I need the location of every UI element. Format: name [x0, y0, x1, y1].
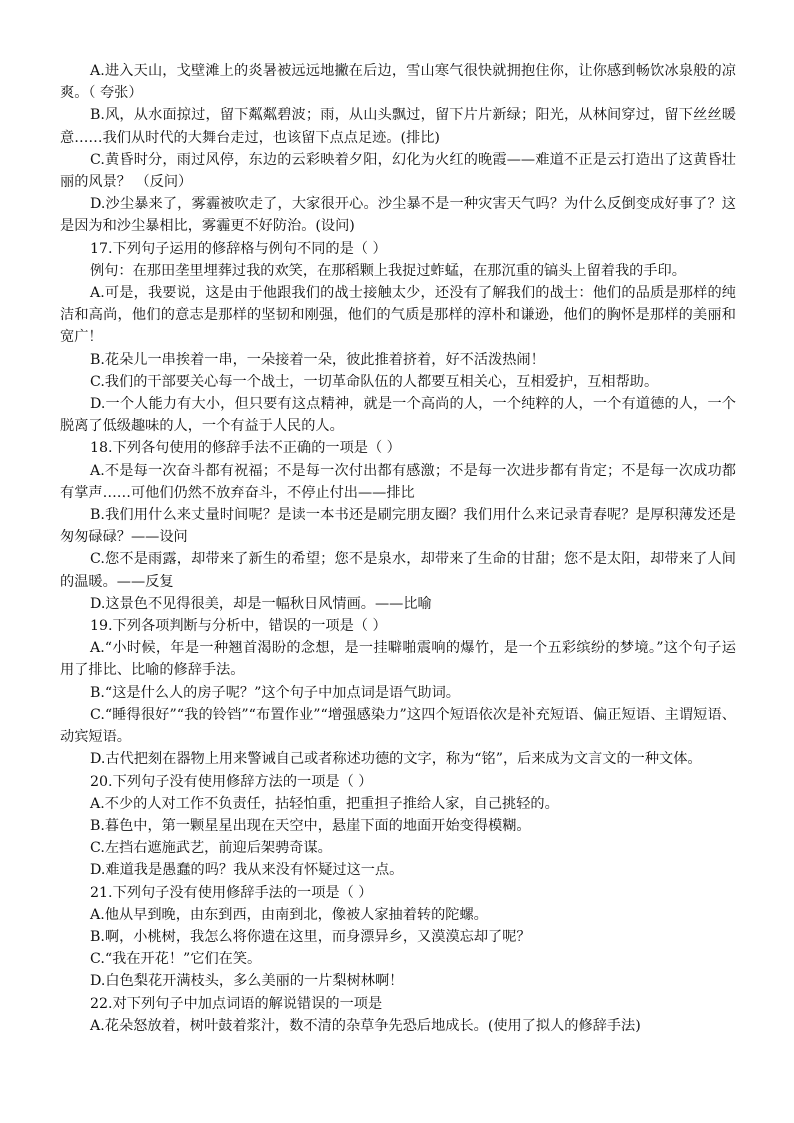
question-18-option-b: B.我们用什么来丈量时间呢？是读一本书还是刷完朋友圈？我们用什么来记录青春呢？是厚积薄发还是匆匆碌碌？——设问 [60, 507, 736, 546]
question-20-option-c: C.左挡右遮施武艺，前迎后架骋奇谋。 [90, 840, 332, 857]
question-17: 17.下列句子运用的修辞格与例句不同的是（ ） [90, 240, 387, 257]
question-22: 22.对下列句子中加点词语的解说错误的一项是 [90, 995, 383, 1012]
question-21-option-c: C.“我在开花！”它们在笑。 [90, 951, 262, 968]
question-20-option-b: B.暮色中，第一颗星星出现在天空中，悬崖下面的地面开始变得模糊。 [90, 817, 531, 834]
question-21: 21.下列句子没有使用修辞手法的一项是（ ） [90, 884, 373, 901]
option-a-tianshan: A.进入天山，戈壁滩上的炎暑被远远地撇在后边，雪山寒气很快就拥抱住你，让你感到畅饮冰泉般的凉爽。（ 夸张） [60, 63, 736, 102]
question-21-option-b: B.啊，小桃树，我怎么将你遗在这里，而身漂异乡，又漠漠忘却了呢？ [90, 928, 531, 945]
question-20-option-a: A.不少的人对工作不负责任，拈轻怕重，把重担子推给人家，自己挑轻的。 [90, 795, 559, 812]
question-18-option-c: C.您不是雨露，却带来了新生的希望；您不是泉水，却带来了生命的甘甜；您不是太阳，却带来了人间的温暖。——反复 [60, 551, 736, 590]
question-21-option-a: A.他从早到晚，由东到西，由南到北，像被人家抽着转的陀螺。 [90, 906, 488, 923]
question-17-option-d: D.一个人能力有大小，但只要有这点精神，就是一个高尚的人，一个纯粹的人，一个有道德的人，一个脱离了低级趣味的人，一个有益于人民的人。 [60, 396, 736, 435]
question-18-option-d: D.这景色不见得很美，却是一幅秋日风情画。——比喻 [90, 595, 432, 612]
question-18-option-a: A.不是每一次奋斗都有祝福；不是每一次付出都有感激；不是每一次进步都有肯定；不是每一次成功都有掌声……可他们仍然不放弃奋斗，不停止付出——排比 [60, 462, 736, 501]
question-19-option-c: C.“睡得很好”“我的铃铛”“布置作业”“增强感染力”这四个短语依次是补充短语、偏正短语、主谓短语、动宾短语。 [60, 706, 736, 746]
question-19-option-a: A.“小时候，年是一种翘首渴盼的念想，是一挂噼啪震响的爆竹，是一个五彩缤纷的梦境。”这个句子运用了排比、比喻的修辞手法。 [60, 640, 736, 679]
question-17-option-b: B.花朵儿一串挨着一串，一朵接着一朵，彼此推着挤着，好不活泼热闹！ [90, 351, 545, 368]
option-c-dusk-clouds: C.黄昏时分，雨过风停，东边的云彩映着夕阳，幻化为火红的晚霞——难道不正是云打造出了这黄昏壮丽的风景？ （反问） [60, 151, 736, 191]
question-18: 18.下列各句使用的修辞手法不正确的一项是（ ） [90, 440, 401, 457]
question-19: 19.下列各项判断与分析中，错误的一项是（ ） [90, 618, 387, 635]
option-d-sandstorm: D.沙尘暴来了，雾霾被吹走了，大家很开心。沙尘暴不是一种灾害天气吗？为什么反倒变成好事了？这是因为和沙尘暴相比，雾霾更不好防治。(设问) [60, 196, 736, 235]
option-b-wind-rain-sun: B.风，从水面掠过，留下粼粼碧波；雨，从山头飘过，留下片片新绿；阳光，从林间穿过，留下丝丝暖意……我们从时代的大舞台走过，也该留下点点足迹。(排比) [60, 107, 736, 146]
question-20: 20.下列句子没有使用修辞方法的一项是（ ） [90, 773, 373, 790]
question-20-option-d: D.难道我是愚蠢的吗？我从来没有怀疑过这一点。 [90, 862, 404, 879]
question-19-option-b: B.“这是什么人的房子呢？”这个句子中加点词是语气助词。 [90, 684, 460, 701]
question-17-option-c: C.我们的干部要关心每一个战士，一切革命队伍的人都要互相关心，互相爱护，互相帮助。 [90, 373, 659, 390]
question-17-option-a: A.可是，我要说，这是由于他跟我们的战士接触太少，还没有了解我们的战士：他们的品质是那样的纯洁和高尚，他们的意志是那样的坚韧和刚强，他们的气质是那样的淳朴和谦逊，他们的胸怀是那样的美丽和宽广！ [60, 285, 736, 346]
question-19-option-d: D.古代把刻在器物上用来警诫自己或者称述功德的文字，称为“铭”，后来成为文言文的一种文体。 [90, 751, 702, 768]
question-17-example: 例句：在那田垄里埋葬过我的欢笑，在那稻颗上我捉过蚱蜢，在那沉重的镐头上留着我的手印。 [90, 262, 686, 279]
question-22-option-a: A.花朵怒放着，树叶鼓着浆汁，数不清的杂草争先恐后地成长。(使用了拟人的修辞手法) [90, 1017, 641, 1034]
question-21-option-d: D.白色梨花开满枝头，多么美丽的一片梨树林啊！ [90, 973, 404, 990]
